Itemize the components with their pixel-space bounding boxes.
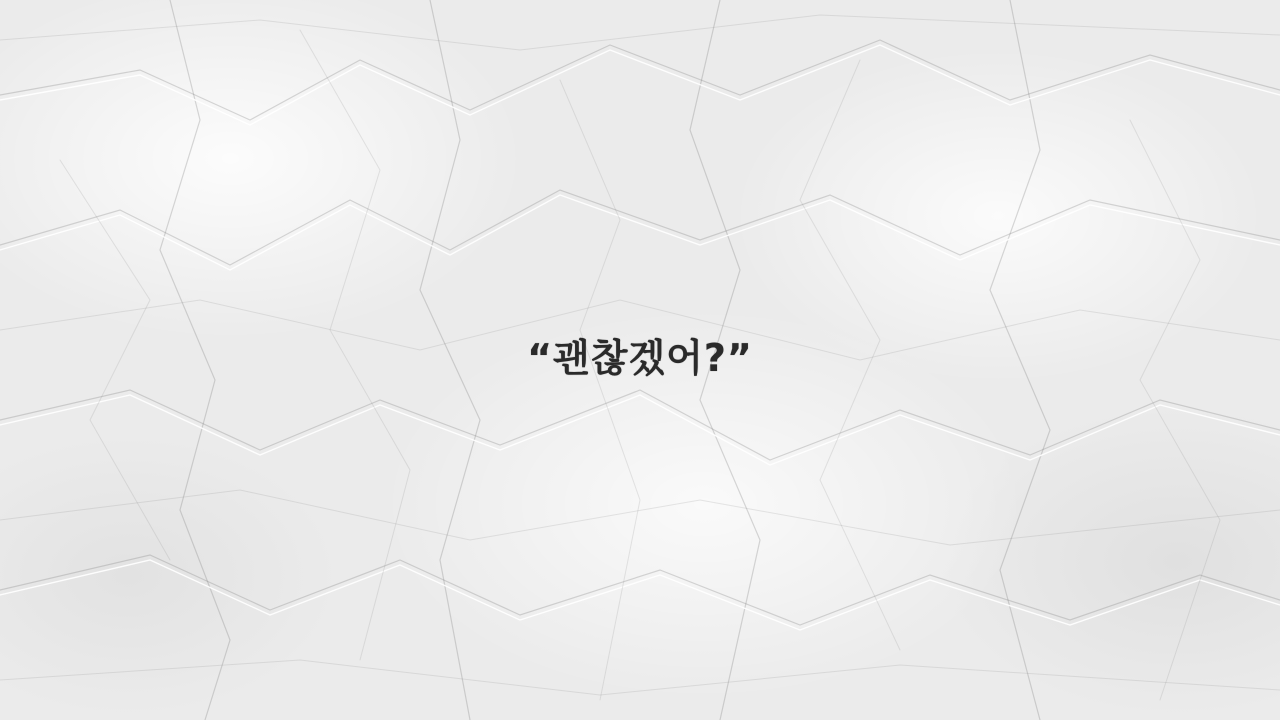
quote-caption: “괜찮겠어?”	[527, 336, 753, 380]
